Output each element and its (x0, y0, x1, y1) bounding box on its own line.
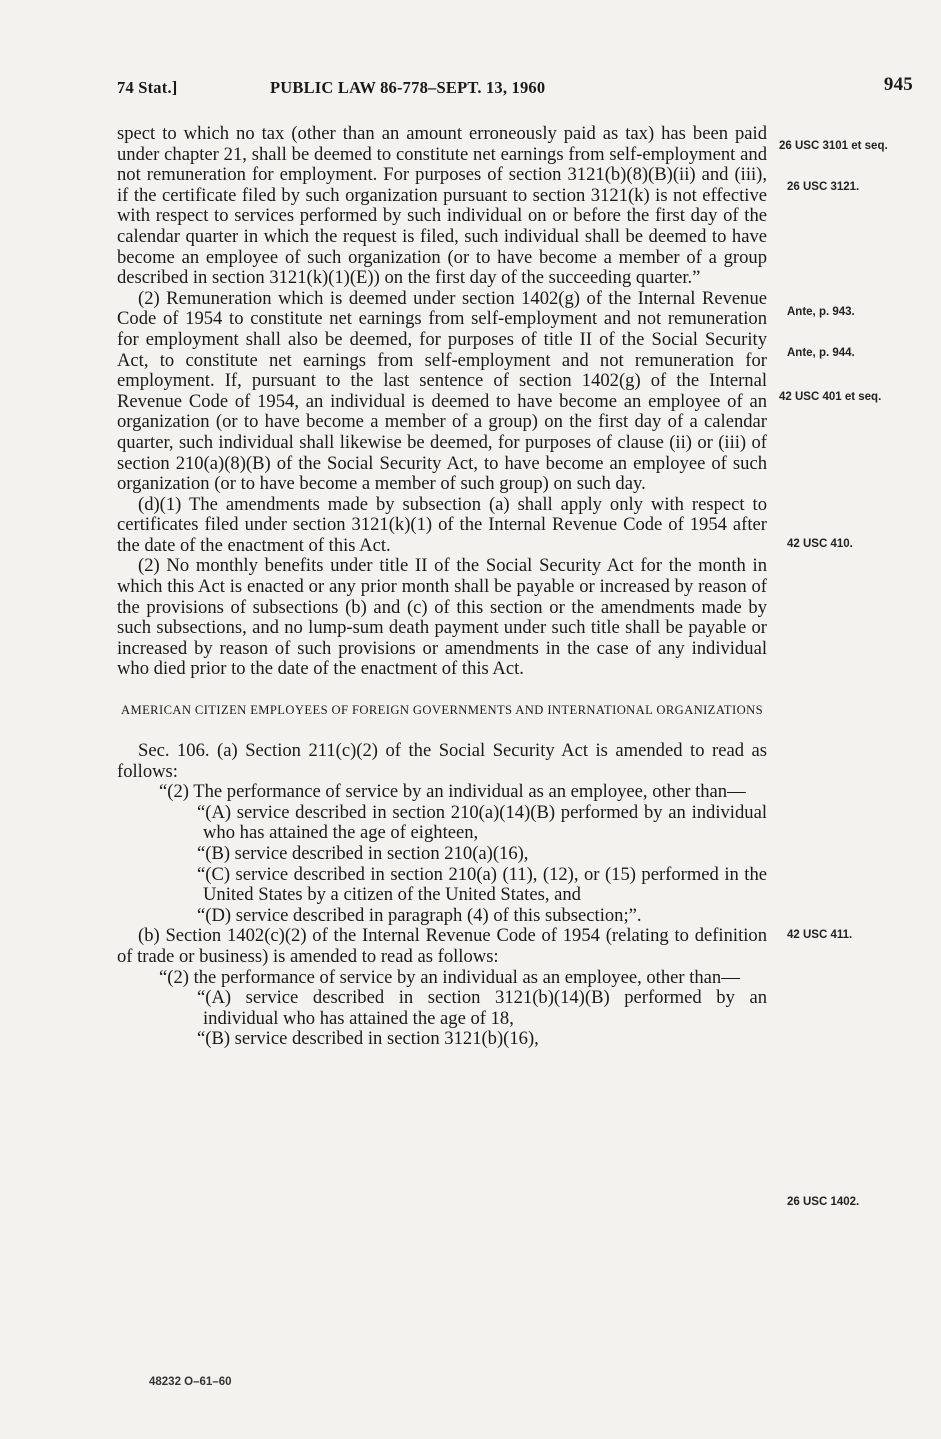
paragraph-continuation: spect to which no tax (other than an amount erroneously paid as tax) has been paid under chapter 21, shall be deemed to constitute net earnings from self-employment and not remuneration for employment. For purposes of section 3121(b)(8)(B)(ii) and (iii), if the certificate filed by such organization pursuant to section 3121(k) is not effective with respect to services performed by such individual on or before the first day of the calendar quarter in which the request is filed, such individual shall be deemed to have become an employee of such organization (or to have become a member of a group described in section 3121(k)(1)(E)) on the first day of the succeeding quarter.” (117, 123, 767, 289)
paragraph-sec106a: Sec. 106. (a) Section 211(c)(2) of the Social Security Act is amended to read as follows: (117, 740, 767, 782)
margin-note: Ante, p. 943. (787, 306, 855, 318)
footer-code: 48232 O–61–60 (149, 1376, 232, 1388)
page-header (117, 74, 913, 102)
margin-note: Ante, p. 944. (787, 347, 855, 359)
paragraph-sec106b: (b) Section 1402(c)(2) of the Internal Revenue Code of 1954 (relating to definition of trade or business) is amended to read as follows: (117, 925, 767, 967)
quoted-clause-b: “(B) service described in section 210(a)(16), (197, 843, 529, 864)
quoted-clause-a-irc: “(A) service described in section 3121(b)(14)(B) performed by an individual who has attained the age of 18, (197, 987, 767, 1029)
body-text (117, 124, 767, 1050)
paragraph-c2: (2) Remuneration which is deemed under section 1402(g) of the Internal Revenue Code of 1954 to constitute net earnings from self-employment and not remuneration for employment shall also be deemed, for purposes of title II of the Social Security Act, to constitute net earnings from self-employment and not remuneration for employment. If, pursuant to the last sentence of section 1402(g) of the Internal Revenue Code of 1954, an individual is deemed to have become an employee of an organization (or to have become a member of a group) on the first day of a calendar quarter, such individual shall likewise be deemed, for purposes of clause (ii) or (iii) of section 210(a)(8)(B) of the Social Security Act, to have become an employee of such organization (or to have become a member of such group) on such day. (117, 287, 767, 495)
margin-note: 42 USC 401 et seq. (779, 391, 882, 403)
margin-note: 42 USC 411. (787, 929, 853, 941)
margin-note: 26 USC 3101 et seq. (779, 140, 888, 152)
quoted-clause-b-irc: “(B) service described in section 3121(b)(16), (197, 1028, 539, 1050)
quoted-paragraph-2: “(2) The performance of service by an individual as an employee, other than— (159, 781, 746, 803)
quoted-clause-c: “(C) service described in section 210(a) (11), (12), or (15) performed in the United States by a citizen of the United States, and (197, 863, 767, 906)
paragraph-d2: (2) No monthly benefits under title II of the Social Security Act for the month in which this Act is enacted or any prior month shall be payable or increased by reason of the provisions of subsections (b) and (c) of this section or the amendments made by such subsections, and no lump-sum death payment under such title shall be payable or increased by reason of such provisions or amendments in the case of any individual who died prior to the date of the enactment of this Act. (117, 555, 767, 680)
statute-volume: 74 Stat.] (117, 78, 178, 97)
quoted-clause-d: “(D) service described in paragraph (4) of this subsection;”. (197, 904, 642, 926)
quoted-clause-a: “(A) service described in section 210(a)(14)(B) performed by an individual who has attained the age of eighteen, (197, 801, 767, 844)
paragraph-d1: (d)(1) The amendments made by subsection (a) shall apply only with respect to certificates filed under section 3121(k)(1) of the Internal Revenue Code of 1954 after the date of the enactment of this Act. (117, 493, 767, 556)
margin-note: 42 USC 410. (787, 538, 853, 550)
margin-note: 26 USC 3121. (787, 181, 860, 193)
margin-note: 26 USC 1402. (787, 1196, 860, 1208)
running-title: PUBLIC LAW 86-778–SEPT. 13, 1960 (270, 78, 546, 97)
page-number: 945 (883, 74, 913, 95)
section-heading: AMERICAN CITIZEN EMPLOYEES OF FOREIGN GOVERNMENTS AND INTERNATIONAL ORGANIZATIONS (120, 703, 763, 718)
quoted-paragraph-2-irc: “(2) the performance of service by an individual as an employee, other than— (159, 966, 740, 988)
